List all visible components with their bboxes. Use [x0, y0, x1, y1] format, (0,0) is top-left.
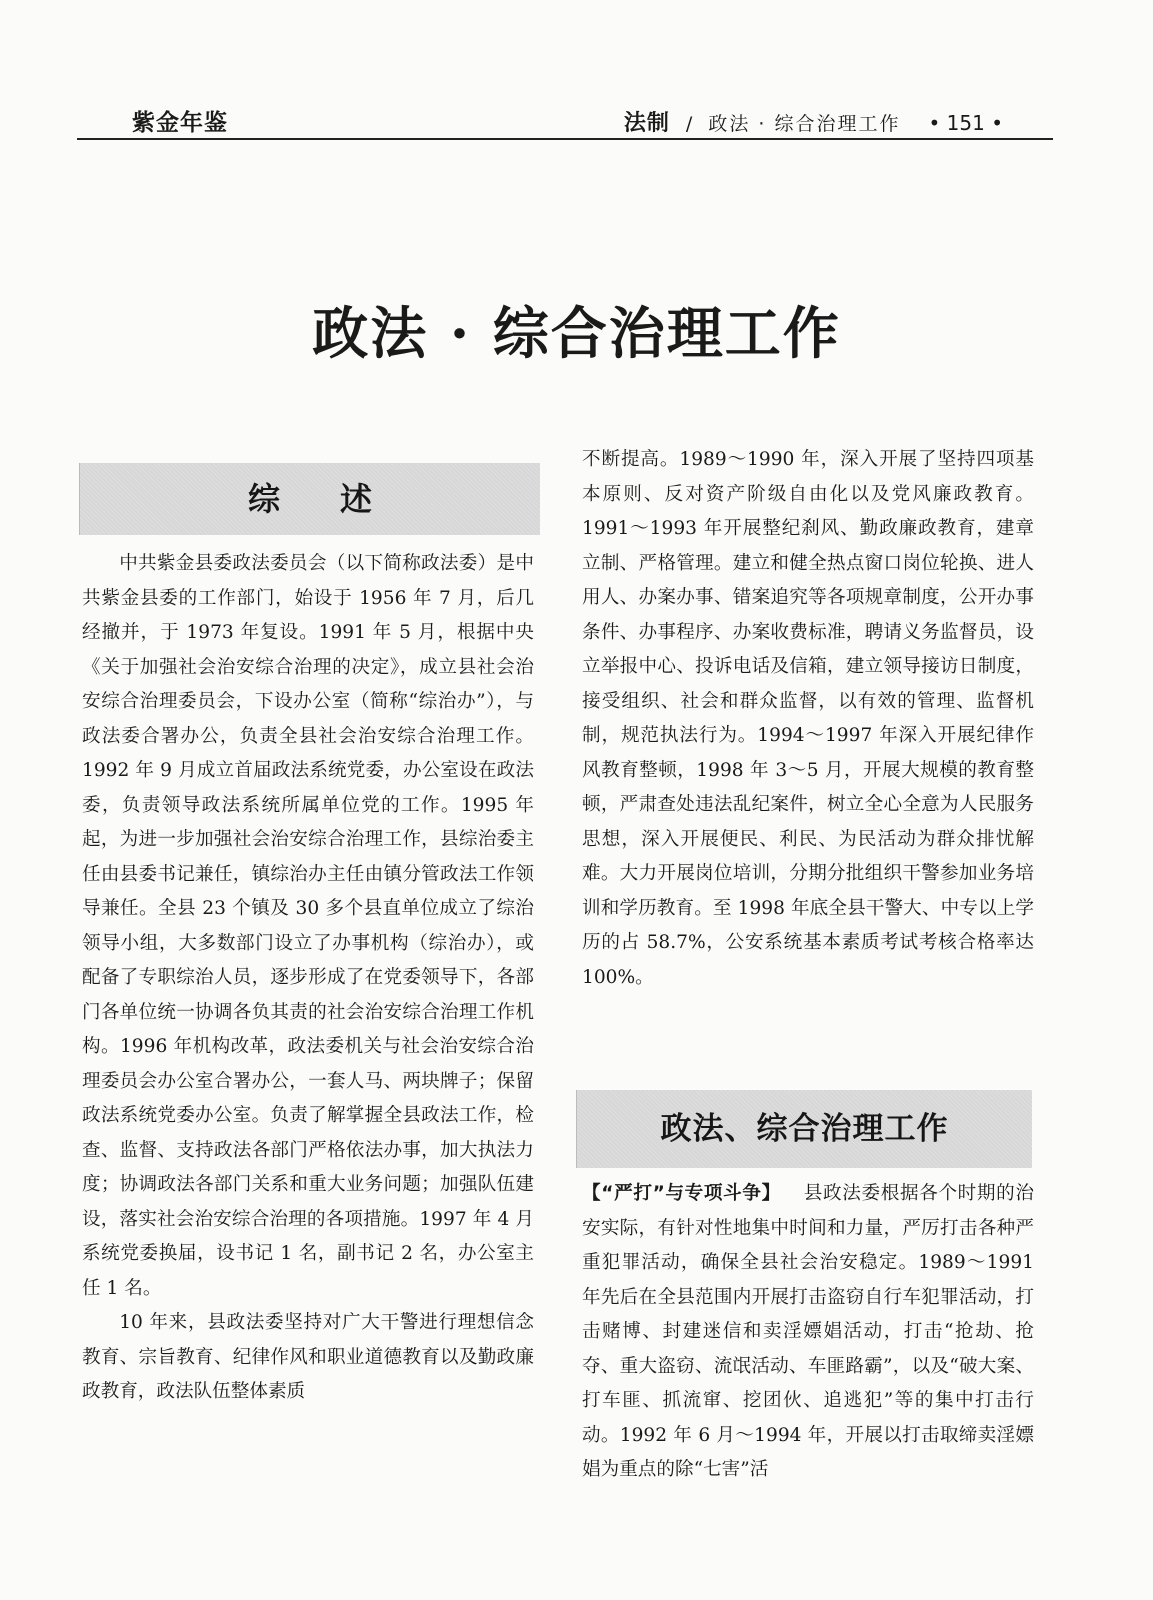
overview-heading-text: 综述	[247, 480, 432, 518]
right-column-top	[582, 443, 1034, 995]
overview-paragraph-2: 10 年来，县政法委坚持对广大干警进行理想信念教育、宗旨教育、纪律作风和职业道德教育以及勤政廉政教育，政法队伍整体素质	[82, 1312, 534, 1402]
header-separator: /	[685, 113, 693, 135]
section-heading-work: 政法、综合治理工作	[576, 1090, 1032, 1168]
overview-paragraph-1: 中共紫金县委政法委员会（以下简称政法委）是中共紫金县委的工作部门，始设于 1956 年 7 月，后几经撤并，于 1973 年复设。1991 年 5 月，根据中央《关于加强社会治安综合治理的决定》，成立县社会治安综合治理委员会，下设办公室（简称“综治办”），与政法委合署办公，负责全县社会治安综合治理工作。1992 年 9 月成立首届政法系统党委，办公室设在政法委，负责领导政法系统所属单位党的工作。1995 年起，为进一步加强社会治安综合治理工作，县综治委主任由县委书记兼任，镇综治办主任由镇分管政法工作领导兼任。全县 23 个镇及 30 多个县直单位成立了综治领导小组，大多数部门设立了办事机构（综治办），或配备了专职综治人员，逐步形成了在党委领导下，各部门各单位统一协调各负其责的社会治安综合治理工作机构。1996 年机构改革，政法委机关与社会治安综合治理委员会办公室合署办公，一套人马、两块牌子；保留政法系统党委办公室。负责了解掌握全县政法工作，检查、监督、支持政法各部门严格依法办事，加大执法力度；协调政法各部门关系和重大业务问题；加强队伍建设，落实社会治安综合治理的各项措施。1997 年 4 月系统党委换届，设书记 1 名，副书记 2 名，办公室主任 1 名。	[82, 553, 534, 1299]
page-number: • 151 •	[928, 111, 1003, 135]
running-header-book-title: 紫金年鉴	[132, 110, 228, 136]
subsection-label: 政法 · 综合治理工作	[708, 113, 901, 135]
header-rule	[77, 138, 1053, 140]
running-header-section	[624, 106, 1003, 137]
work-item-1-title: 【“严打”与专项斗争】	[582, 1183, 781, 1204]
overview-paragraph-2-continued: 不断提高。1989～1990 年，深入开展了坚持四项基本原则、反对资产阶级自由化以及党风廉政教育。1991～1993 年开展整纪刹风、勤政廉政教育，建章立制、严格管理。建立和健全热点窗口岗位轮换、进人用人、办案办事、错案追究等各项规章制度，公开办事条件、办事程序、办案收费标准，聘请义务监督员，设立举报中心、投诉电话及信箱，建立领导接访日制度，接受组织、社会和群众监督，以有效的管理、监督机制，规范执法行为。1994～1997 年深入开展纪律作风教育整顿，1998 年 3～5 月，开展大规模的教育整顿，严肃查处违法乱纪案件，树立全心全意为人民服务思想，深入开展便民、利民、为民活动为群众排忧解难。大力开展岗位培训，分期分批组织干警参加业务培训和学历教育。至 1998 年底全县干警大、中专以上学历的占 58.7%，公安系统基本素质考试考核合格率达 100%。	[582, 449, 1034, 988]
page-title: 政法 · 综合治理工作	[312, 301, 841, 367]
right-column-bottom	[582, 1177, 1034, 1488]
section-label: 法制	[623, 111, 670, 136]
section-heading-overview	[79, 463, 540, 535]
work-item-1-text: 县政法委根据各个时期的治安实际，有针对性地集中时间和力量，严厉打击各种严重犯罪活动，确保全县社会治安稳定。1989～1991 年先后在全县范围内开展打击盗窃自行车犯罪活动，打击赌博、封建迷信和卖淫嫖娼活动，打击“抢劫、抢夺、重大盗窃、流氓活动、车匪路霸”，以及“破大案、打车匪、抓流窜、挖团伙、追逃犯”等的集中打击行动。1992 年 6 月～1994 年，开展以打击取缔卖淫嫖娼为重点的除“七害”活	[582, 1183, 1034, 1480]
left-column	[82, 547, 534, 1410]
work-item-1	[582, 1177, 1034, 1488]
